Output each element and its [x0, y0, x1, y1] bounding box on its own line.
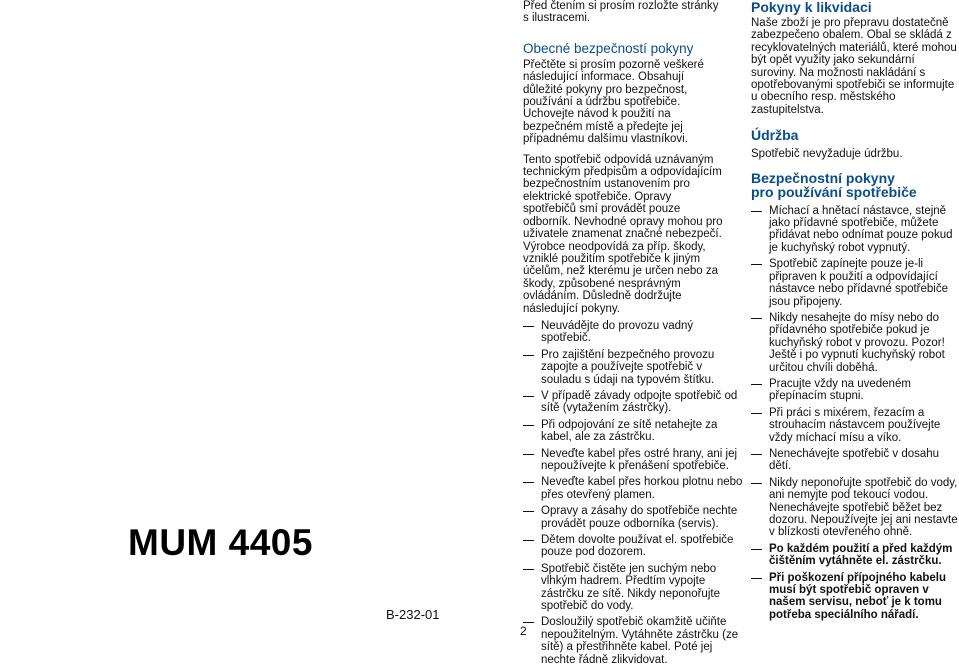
- usage-heading-line1: Bezpečnostní pokyny: [751, 169, 895, 186]
- dash-icon: [751, 454, 762, 455]
- intro-note: Před čtením si prosím rozložte stránky s ilustracemi.: [523, 0, 719, 25]
- list-item: Spotřebič čistěte jen suchým nebo vlhkým hadrem. Předtím vypojte zástrčku ze sítě. Nikdy neponořujte spotřebič do vody.: [523, 563, 745, 613]
- dash-icon: [523, 540, 534, 541]
- safety-intro: Přečtěte si prosím pozorně veškeré následující informace. Obsahují důležité pokyny pro bezpečnost, používání a údržbu spotřebiče. Uchovejte návod k použití na bezpečném místě a předejte jej případnému dalšímu vlastníkovi.: [523, 58, 704, 146]
- dash-icon: [523, 454, 534, 455]
- dash-icon: [523, 482, 534, 483]
- dash-icon: [751, 549, 762, 550]
- list-item: Míchací a hnětací nástavce, stejně jako přídavné spotřebiče, můžete přidávat nebo odnímat pouze pokud je kuchyňský robot vypnutý.: [751, 205, 959, 255]
- dash-icon: [751, 384, 762, 385]
- list-item: Pracujte vždy na uvedeném přepínacím stupni.: [751, 378, 959, 403]
- dash-icon: [523, 511, 534, 512]
- dash-icon: [523, 622, 534, 623]
- list-item: Neveďte kabel přes horkou plotnu nebo přes otevřený plamen.: [523, 476, 745, 501]
- dash-icon: [751, 211, 762, 212]
- list-item: Spotřebič zapínejte pouze je-li připraven k použití a odpovídající nástavce nebo přídavné spotřebiče jsou připojeny.: [751, 258, 959, 308]
- list-item: Neuvádějte do provozu vadný spotřebič.: [523, 320, 745, 345]
- list-item: Nikdy neponořujte spotřebič do vody, ani nemyjte pod tekoucí vodou. Nenechávejte spotřebič běžet bez dozoru. Nepoužívejte jej ani nestavte v blízkosti otevřeného ohně.: [751, 477, 959, 539]
- list-item: Dosloužilý spotřebič okamžitě učiňte nepoužitelným. Vytáhněte zástrčku (ze sítě) a přestřihněte kabel. Poté jej nechte řádně zlikvidovat.: [523, 616, 745, 666]
- dash-icon: [751, 578, 762, 579]
- page-number: 2: [520, 624, 527, 638]
- dash-icon: [751, 483, 762, 484]
- maintenance-text: Spotřebič nevyžaduje údržbu.: [751, 148, 903, 161]
- list-item: Opravy a zásahy do spotřebiče nechte provádět pouze odborníka (servis).: [523, 505, 745, 530]
- dash-icon: [523, 569, 534, 570]
- list-item: Při poškození přípojného kabelu musí být spotřebič opraven v našem servisu, neboť je k tomu potřeba speciálního nářadí.: [751, 572, 959, 622]
- usage-heading: [751, 171, 959, 199]
- dash-icon: [523, 355, 534, 356]
- list-item: Při odpojování ze sítě netahejte za kabel, ale za zástrčku.: [523, 419, 745, 444]
- dash-icon: [523, 326, 534, 327]
- model-title: MUM 4405: [128, 522, 313, 563]
- list-item: Neveďte kabel přes ostré hrany, ani jej nepoužívejte k přenášení spotřebiče.: [523, 448, 745, 473]
- usage-list: [751, 205, 959, 622]
- list-item: Nikdy nesahejte do mísy nebo do přídavného spotřebiče pokud je kuchyňský robot v provozu. Pozor! Ještě i po vypnutí kuchyňský robot určitou chvíli doběhá.: [751, 312, 959, 374]
- maintenance-heading: Údržba: [751, 127, 799, 144]
- left-column: [523, 0, 745, 670]
- document-code: B-232-01: [386, 607, 440, 622]
- disposal-text: Naše zboží je pro přepravu dostatečně zabezpečeno obalem. Obal se skládá z recyklovatelných materiálů, které mohou být opět využity jako sekundární suroviny. Na možnosti nakládání s opotřebovanými spotřebiči se informujte u obecního resp. městského zastupitelstva.: [751, 17, 957, 116]
- usage-heading-line2: pro používání spotřebiče: [751, 183, 917, 200]
- dash-icon: [523, 425, 534, 426]
- right-column: [751, 0, 959, 625]
- list-item: Při práci s mixérem, řezacím a strouhacím nástavcem používejte vždy míchací mísu a víko.: [751, 407, 959, 444]
- safety-list: [523, 320, 745, 666]
- dash-icon: [523, 396, 534, 397]
- list-item: Dětem dovolte používat el. spotřebiče pouze pod dozorem.: [523, 534, 745, 559]
- dash-icon: [751, 413, 762, 414]
- list-item: V případě závady odpojte spotřebič od sítě (vytažením zástrčky).: [523, 390, 745, 415]
- safety-text: Tento spotřebič odpovídá uznávaným technickým předpisům a odpovídajícím bezpečnostním ustanovením pro elektrické spotřebiče. Opravy spotřebičů smí provádět pouze odborník. Nevhodné opravy mohou pro uživatele znamenat značné nebezpečí. Výrobce neodpovídá za příp. škody, vzniklé použitím spotřebiče k jiným účelům, než kterému je určen nebo za škody, způsobené nesprávným ovládáním. Důsledně dodržujte následující pokyny.: [523, 153, 723, 315]
- dash-icon: [751, 264, 762, 265]
- disposal-heading: Pokyny k likvidaci: [751, 0, 872, 15]
- list-item: Po každém použití a před každým čištěním vytáhněte el. zástrčku.: [751, 543, 959, 568]
- safety-heading: Obecné bezpečností pokyny: [523, 40, 694, 56]
- list-item: Pro zajištění bezpečného provozu zapojte a používejte spotřebič v souladu s údaji na typovém štítku.: [523, 349, 745, 386]
- list-item: Nenechávejte spotřebič v dosahu dětí.: [751, 448, 959, 473]
- dash-icon: [751, 318, 762, 319]
